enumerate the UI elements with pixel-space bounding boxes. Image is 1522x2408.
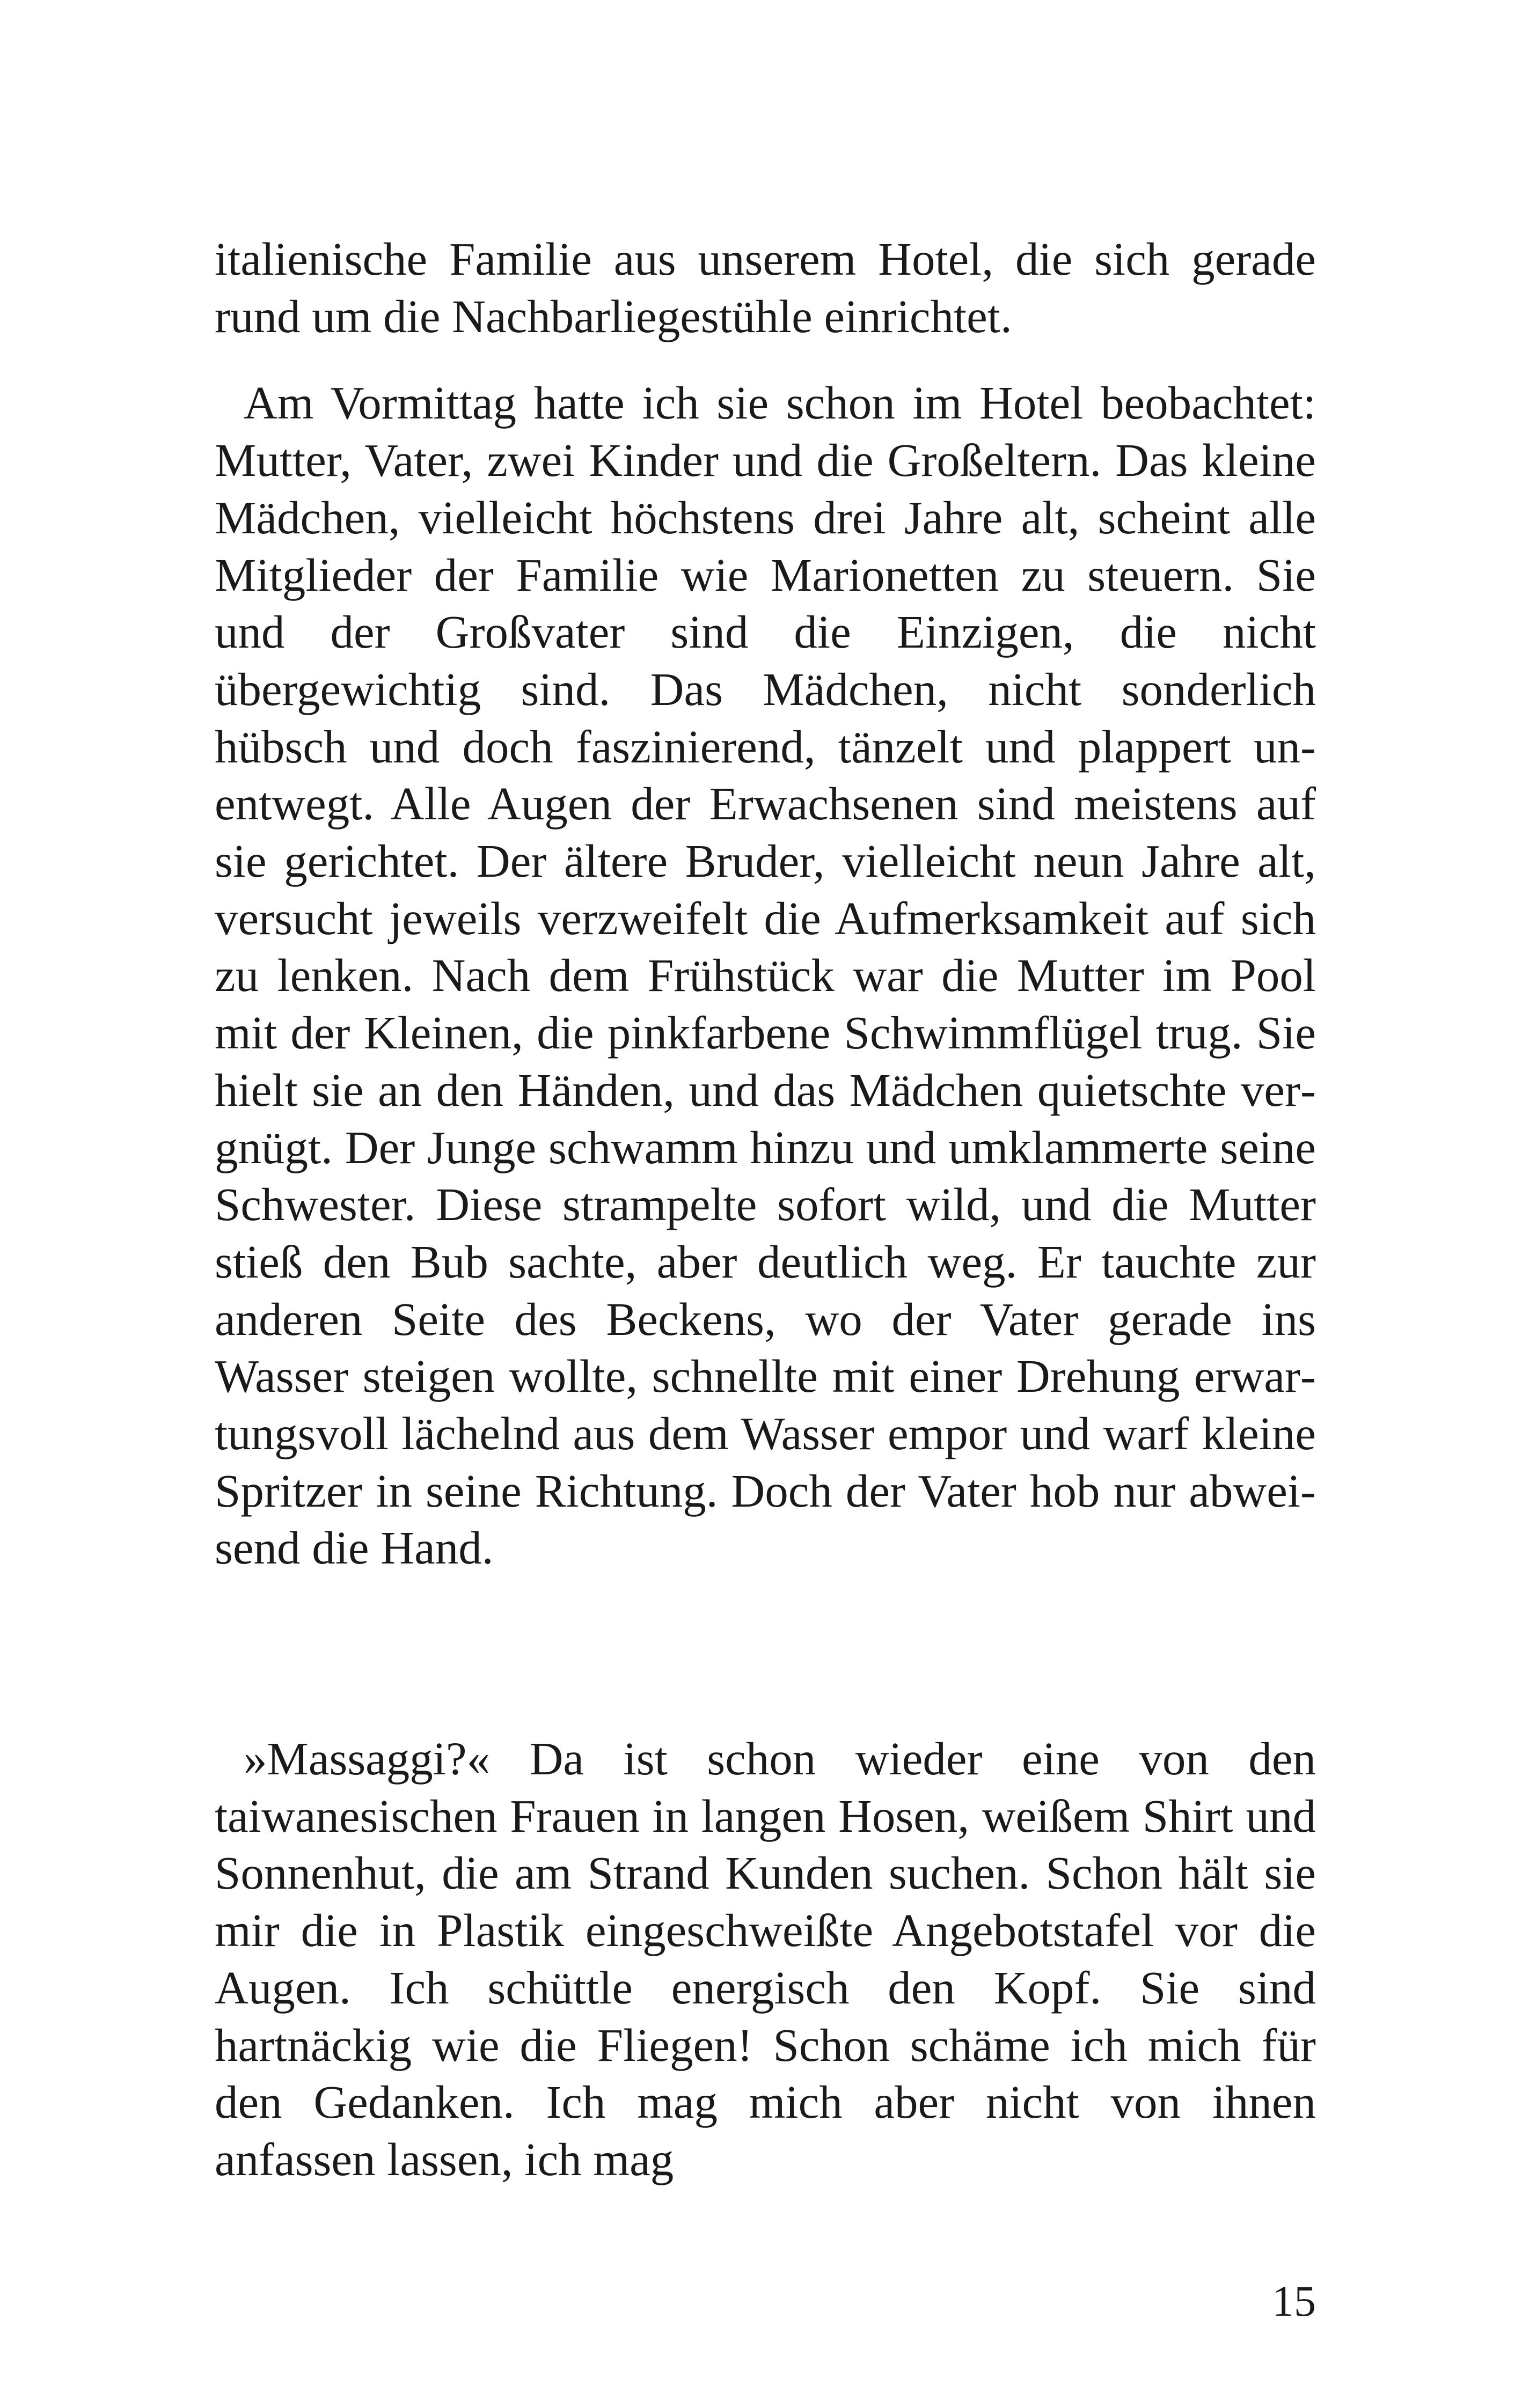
text-block-upper (215, 231, 1316, 1577)
text-block-lower (215, 1730, 1316, 2189)
paragraph-massaggi: »Massaggi?« Da ist schon wieder eine von den taiwanesischen Frauen in langen Hosen, weißem Shirt und Sonnenhut, die am Strand Kunden suchen. Schon hält sie mir die in Plastik eingeschweißte Angebotstafel vor die Augen. Ich schüttle energisch den Kopf. Sie sind hartnäckig wie die Fliegen! Schon schäme ich mich für den Gedanken. Ich mag mich aber nicht von ihnen anfassen lassen, ich mag (215, 1732, 1316, 2185)
page-number: 15 (1272, 2277, 1316, 2325)
paragraph-continued: italienische Familie aus unserem Hotel, die sich gerade rund um die Nachbarliegestühle einrichtet. (215, 233, 1316, 342)
paragraph-gap (215, 345, 1316, 375)
paragraph-pool-scene: Am Vormittag hatte ich sie schon im Hotel beobachtet: Mutter, Vater, zwei Kinder und die Großeltern. Das kleine Mädchen, vielleicht höchstens drei Jahre alt, scheint alle Mitglieder der Familie wie Marionetten zu steuern. Sie und der Großvater sind die Einzigen, die nicht übergewichtig sind. Das Mädchen, nicht sonderlich hübsch und doch faszinierend, tänzelt und plappert unentwegt. Alle Augen der Erwachsenen sind meistens auf sie gerichtet. Der ältere Bruder, vielleicht neun Jahre alt, versucht jeweils verzweifelt die Aufmerksamkeit auf sich zu lenken. Nach dem Frühstück war die Mutter im Pool mit der Kleinen, die pinkfarbene Schwimmflügel trug. Sie hielt sie an den Händen, und das Mädchen quietschte vergnügt. Der Junge schwamm hinzu und umklammerte seine Schwester. Diese strampelte sofort wild, und die Mutter stieß den Bub sachte, aber deutlich weg. Er tauchte zur anderen Seite des Beckens, wo der Vater gerade ins Wasser steigen wollte, schnellte mit einer Drehung erwartungsvoll lächelnd aus dem Wasser empor und warf kleine Spritzer in seine Richtung. Doch der Vater hob nur abweisend die Hand. (215, 377, 1316, 1574)
